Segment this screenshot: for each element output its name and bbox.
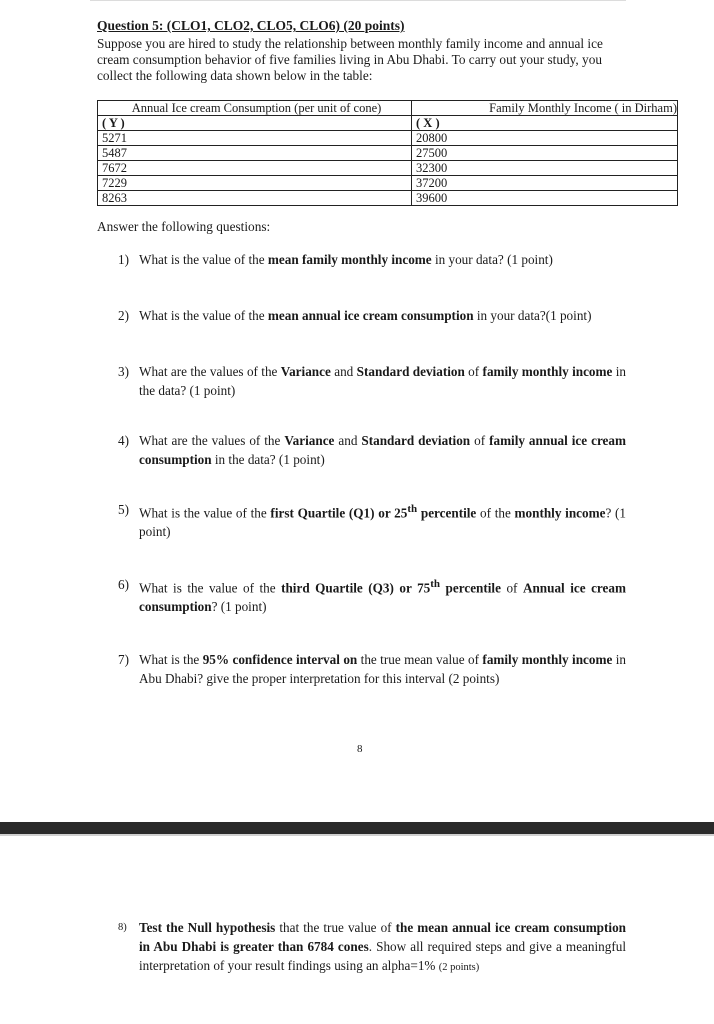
q-emphasis: 95% confidence interval on [202,652,358,667]
question-number: 6) [118,577,129,592]
question-number: 1) [118,252,129,267]
q-text: What is the [139,652,203,667]
table-symbol-row [98,116,678,131]
x-value: 37200 [412,176,678,191]
q-emphasis: Test the Null hypothesis [139,920,276,935]
q-emphasis: Annual ice cream consumption [139,580,626,615]
q-emphasis: family annual ice cream consumption [139,433,626,467]
q-text: What is the value of the [139,580,282,596]
page-number: 8 [357,743,363,755]
q-emphasis: family monthly income [482,652,613,667]
q-emphasis: monthly income [514,505,606,521]
q-text: What is the value of the [139,252,268,267]
q-text: that the true value of [275,920,396,935]
y-value: 7229 [98,176,412,191]
table-row [98,161,678,176]
question-number: 5) [118,502,129,517]
y-column-header: Annual Ice cream Consumption (per unit of cone) [98,101,412,116]
q-text: ? (1 point) [139,505,627,540]
q-emphasis: percentile [417,505,477,521]
q-text: ? (1 point) [211,599,267,615]
x-value: 27500 [412,146,678,161]
q-superscript: th [430,578,441,590]
q-emphasis: family monthly income [482,364,613,379]
y-symbol: ( Y ) [98,116,412,131]
q-text: in Abu Dhabi? give the proper interpretation for this interval (2 points) [139,652,626,686]
q-emphasis: third Quartile (Q3) or 75 [281,580,431,596]
q-text: of [500,580,523,596]
q-text: What is the value of the [139,505,271,521]
question-7 [118,650,626,688]
q-text: of the [476,505,515,521]
q-text: in the data? (1 point) [211,452,325,467]
question-3 [118,362,626,400]
question-6 [118,575,626,616]
y-value: 5487 [98,146,412,161]
q-text: What are the values of the [139,433,285,448]
q-text: in the data? (1 point) [139,364,627,398]
page-divider [0,822,714,834]
question-number: 2) [118,308,129,323]
question-4 [118,431,626,469]
q-emphasis: percentile [440,580,501,596]
table-row [98,146,678,161]
q-emphasis: mean annual ice cream consumption [267,308,474,323]
q-text: and [330,364,357,379]
question-2 [118,306,626,325]
q-text: the true mean value of [357,652,483,667]
q-text: . Show all required steps and give a meaningful interpretation of your result findings using an alpha=1% [139,939,626,973]
q-emphasis: the mean annual ice cream consumption in Abu Dhabi is greater than 6784 cones [139,920,626,954]
y-value: 5271 [98,131,412,146]
q-text: What are the values of the [139,364,281,379]
question-title: Question 5: (CLO1, CLO2, CLO5, CLO6) (20 points) [97,18,405,33]
x-value: 39600 [412,191,678,206]
q-text: of [464,364,483,379]
question-intro: Suppose you are hired to study the relationship between monthly family income and annual ice cream consumption behavior of five families living in Abu Dhabi. To carry out your study, you collect the following data shown below in the table: [97,36,603,83]
x-value: 20800 [412,131,678,146]
q-text: in your data? (1 point) [431,252,553,267]
answer-prompt: Answer the following questions: [97,219,271,234]
table-row [98,191,678,206]
page-divider-shadow [0,834,714,836]
table-row [98,176,678,191]
data-table [97,100,678,206]
question-number: 4) [118,433,129,448]
question-8 [118,918,626,977]
q-text: of [470,433,490,448]
x-symbol: ( X ) [412,116,678,131]
q-emphasis: first Quartile (Q1) or 25 [270,505,408,521]
question-5 [118,500,626,541]
q-text: in your data?(1 point) [473,308,592,323]
q-emphasis: Variance [284,433,335,448]
table-row [98,131,678,146]
table-header-row [98,101,678,116]
q-text: (2 points) [438,962,480,973]
q-emphasis: mean family monthly income [267,252,432,267]
question-number: 7) [118,652,129,667]
q-superscript: th [407,503,418,515]
q-text: and [334,433,362,448]
y-value: 8263 [98,191,412,206]
q-emphasis: Standard deviation [356,364,465,379]
question-number: 8) [118,922,127,933]
question-number: 3) [118,364,129,379]
x-column-header: Family Monthly Income ( in Dirham) [412,101,678,116]
y-value: 7672 [98,161,412,176]
question-1 [118,250,626,269]
q-emphasis: Standard deviation [361,433,471,448]
x-value: 32300 [412,161,678,176]
q-emphasis: Variance [280,364,331,379]
q-text: What is the value of the [139,308,268,323]
